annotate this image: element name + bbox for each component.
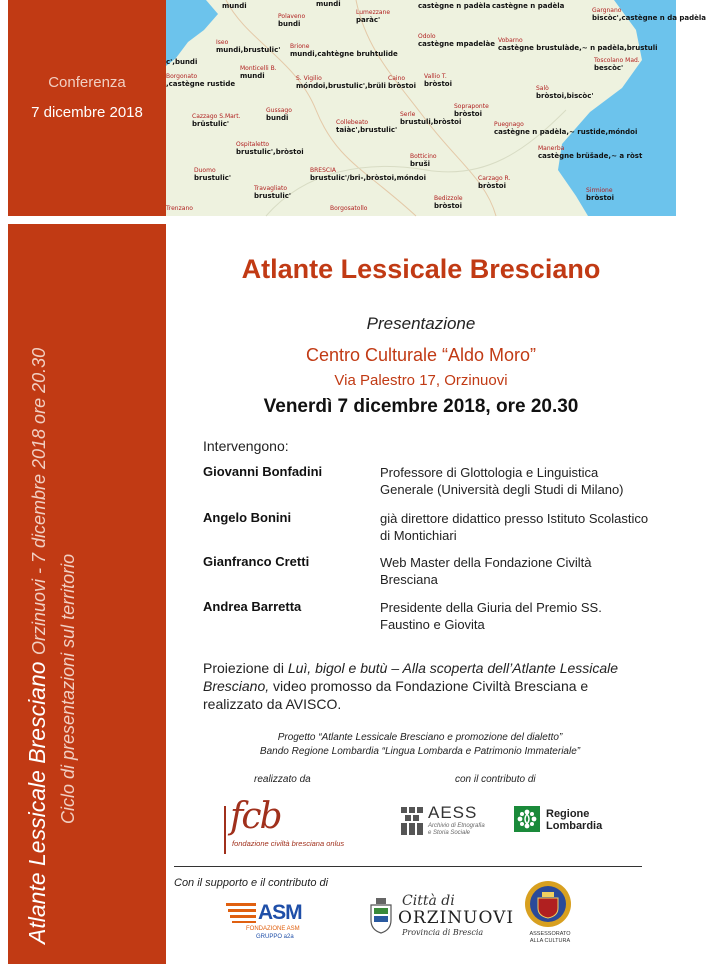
asm-logo [226, 901, 322, 945]
map-label: Borgosatollo [330, 205, 368, 212]
map-label: Brione mundi,cahtègne bruhtulide [290, 43, 398, 58]
map-label: c',bundi [166, 58, 198, 66]
speakers-intro: Intervengono: [203, 438, 289, 454]
map-road [226, 0, 416, 216]
map-label: castègne n padèla [492, 2, 565, 10]
map-label: Caino bròstoi [388, 75, 416, 90]
lake-iseo [166, 0, 218, 66]
map-label: Travagliato brustulic' [254, 185, 292, 200]
speaker-name: Giovanni Bonfadini [203, 464, 323, 479]
map-label: castègne n padèla [418, 2, 491, 10]
map-label: Odolo castègne mpadelàe [418, 33, 495, 48]
map-label: Trenzano [166, 205, 193, 212]
speaker-role: Professore di Glottologia e Linguistica Generale (Università degli Studi di Milano) [380, 465, 624, 497]
map-label: Monticelli B. mundi [240, 65, 277, 80]
map-label: Borgonato ,castègne rustide [166, 73, 236, 88]
map-label: Vallio T. bròstoi [424, 73, 452, 88]
map-label: Cazzago S.Mart. brüstulic' [192, 113, 241, 128]
fcb-logo [222, 796, 362, 860]
conference-date: 7 dicembre 2018 [31, 104, 143, 121]
map-label: S. Vigilio móndoi,brustulic',brüli [296, 75, 386, 90]
regione-lombardia-name: Regione Lombardia [546, 808, 603, 832]
map-label: Gussago bundi [266, 107, 292, 122]
dialect-map [166, 0, 706, 216]
map-label: Botticino bruši [410, 153, 437, 168]
orzinuovi-logo [398, 893, 515, 939]
aess-name: AESS [428, 803, 478, 822]
orzinuovi-province: Provincia di Brescia [402, 928, 484, 937]
map-label: Sirmione bròstoi [586, 187, 614, 202]
map-label: Toscolano Mad. bescòc' [594, 57, 640, 72]
map-label: Polaveno bundi [278, 13, 306, 28]
aess-icon [400, 805, 424, 837]
address: Via Palestro 17, Orzinuovi [334, 372, 508, 389]
assessorato-label: ASSESSORATO ALLA CULTURA [529, 931, 571, 944]
fcb-bar [224, 806, 226, 854]
fcb-sub: fondazione civiltà bresciana onlus [232, 839, 345, 848]
map-label: Vobarno castègne brustulàde,~ n padèla,brustuli [498, 37, 658, 52]
regione-lombardia-logo [514, 806, 614, 836]
speaker-name: Andrea Barretta [203, 599, 302, 614]
map-label: Lumezzane paràc' [356, 9, 391, 24]
asm-sub: FONDAZIONE ASM [246, 926, 300, 932]
rosa-camuna-icon [514, 806, 540, 832]
aess-logo [400, 803, 500, 841]
page-title: Atlante Lessicale Bresciano [241, 254, 601, 284]
realizzato-da-label: realizzato da [254, 774, 311, 785]
divider [174, 866, 642, 867]
map-label: Ospitaletto brustulic',bròstoi [236, 141, 304, 156]
map-label: Salò bròstoi,biscòc' [536, 85, 594, 100]
lake-garda [558, 0, 676, 216]
asm-group: GRUPPO a2a [256, 934, 294, 940]
conference-label: Conferenza [48, 74, 126, 91]
speaker-role: Web Master della Fondazione Civiltà Bresciana [380, 555, 592, 587]
film-title: Luì, bigol e butù – Alla scoperta dell’Atlante Lessicale Bresciano, [203, 660, 619, 694]
asm-stripes-icon [226, 901, 258, 923]
support-label: Con il supporto e il contributo di [174, 877, 329, 889]
assessorato-seal-icon [524, 880, 572, 928]
contributo-label: con il contributo di [455, 774, 536, 785]
map-label: Carzago R. bròstoi [478, 175, 511, 190]
map-label: Puegnago castègne n padèla,~ rustide,móndoi [494, 121, 638, 136]
map-label: mundi [222, 2, 247, 10]
map-label: Bedizzole bròstoi [434, 195, 463, 210]
side-place-date: Orzinuovi - 7 dicembre 2018 ore 20.30 [29, 347, 49, 656]
map-label: Duomo brustulic' [194, 167, 232, 182]
aess-sub: Archivio di Etnografia e Storia Sociale [428, 823, 485, 836]
map-label: Gargnano biscòc',castègne n da padèla [592, 7, 706, 22]
map-label: BRESCIA brustulic'/bri-,bròstoi,móndoi [310, 167, 426, 182]
subtitle: Presentazione [366, 314, 476, 333]
side-title-line [22, 224, 54, 944]
orzinuovi-crest-icon [368, 898, 394, 934]
project-line: Progetto “Atlante Lessicale Bresciano e promozione del dialetto” [277, 732, 563, 743]
project-info [190, 731, 650, 759]
map-label: Collebeato taiàc',brustulic' [336, 119, 398, 134]
speaker-role: Presidente della Giuria del Premio SS. Faustino e Giovita [380, 600, 602, 632]
map-label: mundi [316, 0, 341, 8]
map-label: Manerba castègne brüšade,~ a ròst [538, 145, 643, 160]
asm-name: ASM [258, 901, 302, 924]
event-datetime: Venerdì 7 dicembre 2018, ore 20.30 [263, 396, 579, 417]
venue: Centro Culturale “Aldo Moro” [305, 345, 537, 365]
map-label: Iseo mundi,brustulic' [216, 39, 281, 54]
fcb-mark: fcb [230, 796, 281, 837]
speaker-name: Angelo Bonini [203, 510, 292, 525]
top-band [8, 0, 166, 216]
side-title: Atlante Lessicale Bresciano [24, 661, 50, 944]
map-label: Serle brustuli,bròstoi [400, 111, 462, 126]
projection-text: Proiezione di Luì, bigol e butù – Alla scoperta dell’Atlante Lessicale Bresciano, video promosso da Fondazione Civiltà Bresciana e realizzato da AVISCO. [203, 660, 619, 712]
map-label: Sopraponte bròstoi [454, 103, 489, 118]
speaker-role: già direttore didattico presso Istituto Scolastico di Montichiari [380, 511, 649, 543]
side-text [22, 224, 82, 944]
speaker-name: Gianfranco Cretti [203, 554, 310, 569]
orzinuovi-name: ORZINUOVI [398, 908, 515, 928]
side-series: Ciclo di presentazioni sul territorio [58, 553, 78, 824]
orzinuovi-city-of: Città di [402, 893, 455, 909]
project-line: Bando Regione Lombardia “Lingua Lombarda e Patrimonio Immateriale” [259, 746, 581, 757]
